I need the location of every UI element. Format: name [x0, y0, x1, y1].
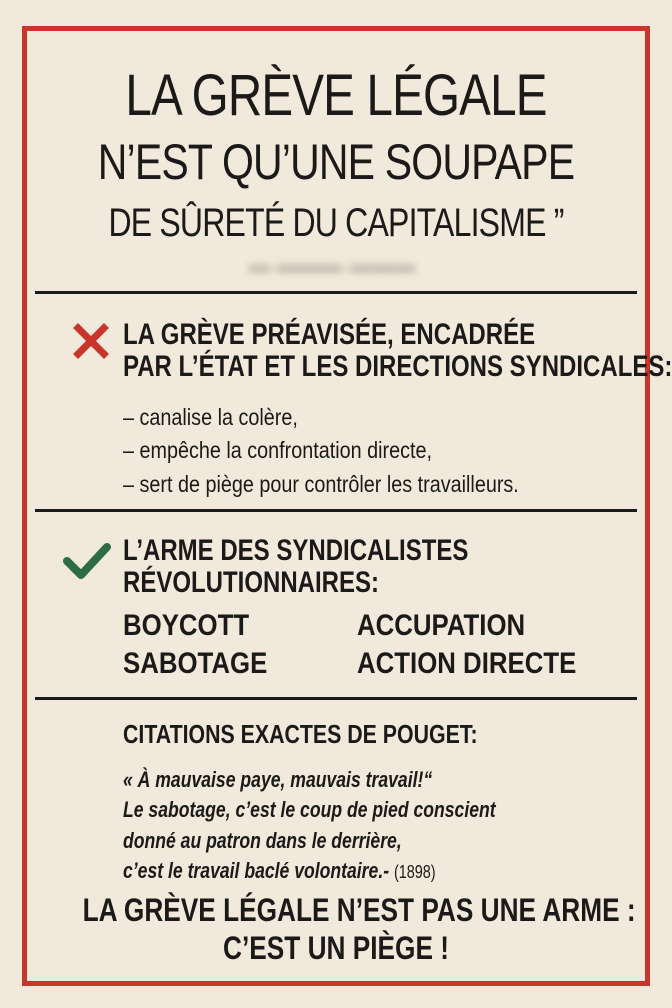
for-heading-line-2: RÉVOLUTIONNAIRES:: [123, 566, 380, 600]
weapon-action-directe: ACTION DIRECTE: [357, 647, 577, 680]
footer-slogan: [27, 891, 645, 968]
weapon-sabotage: SABOTAGE: [123, 647, 268, 680]
poster-title: [27, 61, 645, 243]
title-line-3: DE SÛRETÉ DU CAPITALISME ”: [108, 201, 564, 245]
against-heading: [123, 319, 672, 384]
quote-line-3: donné au patron dans le derrière,: [123, 827, 402, 853]
weapon-accupation: ACCUPATION: [357, 609, 526, 642]
quote-line-4: [123, 856, 496, 886]
against-heading-line-1: LA GRÈVE PRÉAVISÉE, ENCADRÉE: [123, 318, 536, 351]
divider-1: [35, 291, 637, 294]
quote-line-4-text: c’est le travail baclé volontaire.-: [123, 858, 390, 884]
quote-line-1: « À mauvaise paye, mauvais travail!“: [123, 767, 433, 792]
title-line-2: N’EST QU’UNE SOUPAPE: [97, 134, 575, 190]
against-heading-line-2: PAR L’ÉTAT ET LES DIRECTIONS SYNDICALES:: [123, 350, 672, 384]
check-mark-icon: [63, 541, 111, 581]
title-line-1: LA GRÈVE LÉGALE: [125, 63, 547, 128]
quote-block: [123, 765, 496, 886]
weapon-boycott: BOYCOTT: [123, 609, 250, 642]
footer-line-1: LA GRÈVE LÉGALE N’EST PAS UNE ARME :: [82, 892, 636, 928]
quotes-heading: CITATIONS EXACTES DE POUGET:: [123, 719, 478, 749]
list-item: – empêche la confrontation directe,: [123, 437, 432, 464]
list-item: – sert de piège pour contrôler les travailleurs.: [123, 470, 519, 497]
poster: [22, 26, 672, 986]
quote-line-2: Le sabotage, c’est le coup de pied conscient: [123, 797, 496, 823]
list-item: – canalise la colère,: [123, 404, 298, 430]
quote-year: (1898): [393, 862, 436, 883]
divider-2: [35, 509, 637, 512]
divider-3: [35, 697, 637, 700]
footer-line-2: C’EST UN PIÈGE !: [223, 930, 449, 967]
for-heading: [123, 535, 468, 600]
against-list: [123, 401, 519, 501]
for-heading-line-1: L’ARME DES SYNDICALISTES: [123, 534, 469, 567]
x-mark-icon: [73, 323, 109, 359]
blurred-attribution: ▬ ▬▬▬ ▬▬▬: [248, 252, 416, 277]
